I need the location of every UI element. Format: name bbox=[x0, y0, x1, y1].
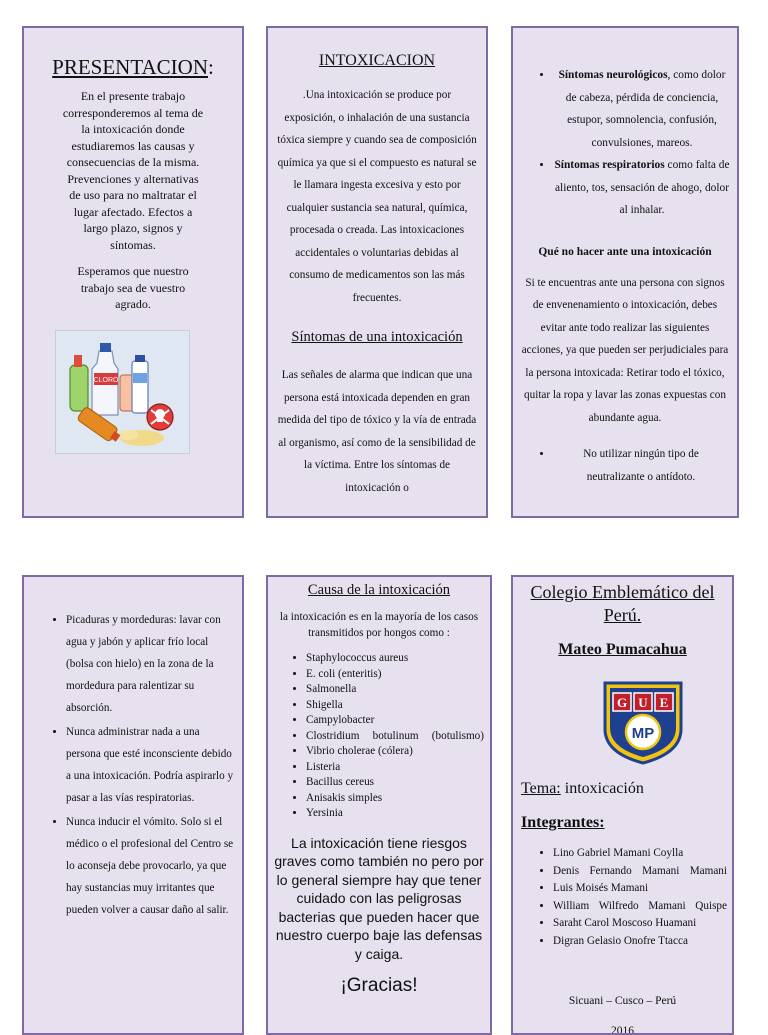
panel-causa bbox=[266, 575, 492, 1035]
list-item: • E. coli (enteritis) bbox=[306, 667, 484, 683]
crest-letter-g: G bbox=[616, 695, 628, 710]
panel-intoxicacion bbox=[266, 26, 488, 518]
sintomas-text: Las señales de alarma que indican que una persona está intoxicada dependen en gran medida del tipo de tóxico y la vía de entrada al organismo, así como de la sensibilidad de la víctima. Entre los síntomas de intoxicación o bbox=[277, 369, 477, 494]
first-aid-list bbox=[24, 609, 242, 921]
list-item: • Listeria bbox=[306, 760, 484, 776]
symptom-neurologicos-text: , como dolor de cabeza, pérdida de conciencia, estupor, somnolencia, confusión, convulsiones, mareos. bbox=[565, 69, 726, 149]
causa-title-word: Causa bbox=[307, 582, 344, 598]
list-item: • Shigella bbox=[306, 698, 484, 714]
chemicals-clipart bbox=[56, 331, 189, 453]
location-text: Sicuani – Cusco – Perú bbox=[568, 995, 677, 1007]
tema-line bbox=[521, 780, 644, 798]
school-title: Colegio Emblemático del Perú. bbox=[530, 582, 715, 625]
presentacion-heading bbox=[24, 55, 242, 80]
pathogen-list bbox=[268, 651, 490, 822]
symptom-respiratorios-title: Síntomas respiratorios bbox=[554, 159, 665, 171]
cloro-label: CLORO bbox=[93, 377, 119, 384]
cleaning-products-illustration bbox=[55, 330, 190, 454]
symptom-list bbox=[513, 64, 737, 222]
symptom-respiratorios bbox=[553, 154, 731, 222]
tema-label: Tema: bbox=[521, 780, 561, 797]
causa-intro: la intoxicación es en la mayoría de los casos transmitidos por hongos como : bbox=[279, 611, 479, 639]
presentacion-wish: Esperamos que nuestro trabajo sea de vuestro agrado. bbox=[77, 264, 189, 311]
list-item: • Yersinia bbox=[306, 806, 484, 822]
que-no-hacer-title: Qué no hacer ante una intoxicación bbox=[538, 245, 712, 258]
list-item: • William Wilfredo Mamani Quispe bbox=[553, 898, 727, 916]
list-item: • Digran Gelasio Onofre Ttacca bbox=[553, 933, 727, 951]
presentacion-title-suffix: : bbox=[208, 55, 214, 79]
list-item: • Clostridium botulinum (botulismo) bbox=[306, 729, 484, 745]
symptom-respiratorios-text: como falta de aliento, tos, sensación de ahogo, dolor al inhalar. bbox=[555, 159, 730, 216]
tema-value: intoxicación bbox=[560, 780, 644, 797]
school-name: Mateo Pumacahua bbox=[558, 641, 687, 658]
list-item: • Bacillus cereus bbox=[306, 775, 484, 791]
list-item: • Nunca inducir el vómito. Solo si el médico o el profesional del Centro se lo aconseja debe provocarlo, ya que hay sustancias muy irritantes que pueden volver a causar daño al salir. bbox=[66, 811, 236, 921]
crest-icon bbox=[599, 677, 687, 765]
members-list bbox=[513, 845, 727, 950]
list-item: • Campylobacter bbox=[306, 713, 484, 729]
list-item: • Luis Moisés Mamani bbox=[553, 880, 727, 898]
panel-portada bbox=[511, 575, 734, 1035]
panel-primeros-auxilios bbox=[22, 575, 244, 1035]
list-item: • Salmonella bbox=[306, 682, 484, 698]
panel-presentacion bbox=[22, 26, 244, 518]
list-item: • Anisakis simples bbox=[306, 791, 484, 807]
symptom-neurologicos-title: Síntomas neurológicos bbox=[558, 69, 668, 81]
integrantes-label: Integrantes: bbox=[521, 814, 605, 831]
list-item: • Vibrio cholerae (cólera) bbox=[306, 744, 484, 760]
list-item: • Lino Gabriel Mamani Coylla bbox=[553, 845, 727, 863]
school-crest-logo bbox=[599, 677, 687, 765]
que-no-hacer-text: Si te encuentras ante una persona con signos de envenenamiento o intoxicación, debes evitar ante todo realizar las siguientes acciones, ya que pueden ser perjudiciales para la persona intoxicada: Retirar todo el tóxico, quitar la ropa y lavar las zonas expuestas con abundante agua. bbox=[521, 276, 729, 424]
list-item: • Denis Fernando Mamani Mamani bbox=[553, 863, 727, 881]
que-no-hacer-list bbox=[513, 443, 737, 488]
sintomas-title: Síntomas de una intoxicación bbox=[291, 329, 463, 345]
gracias-text: ¡Gracias! bbox=[340, 975, 418, 996]
list-item: • No utilizar ningún tipo de neutralizante o antídoto. bbox=[553, 443, 729, 488]
list-item: • Picaduras y mordeduras: lavar con agua y jabón y aplicar frío local (bolsa con hielo) en la zona de la mordedura para ralentizar su absorción. bbox=[66, 609, 236, 719]
crest-letter-e: E bbox=[659, 695, 669, 710]
causa-title-rest: de la intoxicación bbox=[343, 582, 451, 598]
presentacion-title: PRESENTACION bbox=[52, 55, 208, 79]
panel-sintomas-que-no-hacer bbox=[511, 26, 739, 518]
year-text: 2016 bbox=[611, 1025, 634, 1035]
presentacion-intro: En el presente trabajo corresponderemos al tema de la intoxicación donde estudiaremos las causas y consecuencias de la misma. Prevenciones y alternativas de uso para no maltratar el lugar afectado. Efectos a largo plazo, signos y síntomas. bbox=[62, 89, 204, 252]
list-item: • Staphylococcus aureus bbox=[306, 651, 484, 667]
riesgo-text: La intoxicación tiene riesgos graves como también no pero por lo general siempre hay que tener cuidado con las peligrosas bacterias que pueden hacer que nuestro cuerpo baje las defensas y caiga. bbox=[274, 834, 484, 962]
intoxicacion-title: INTOXICACION bbox=[318, 52, 436, 69]
crest-monogram: MP bbox=[631, 725, 655, 742]
symptom-neurologicos bbox=[553, 64, 731, 154]
list-item: • Nunca administrar nada a una persona que esté inconsciente debido a una intoxicación. Podría aspirarlo y pasar a las vías respiratorias. bbox=[66, 721, 236, 809]
crest-letter-u: U bbox=[638, 695, 648, 710]
list-item: • Saraht Carol Moscoso Huamani bbox=[553, 915, 727, 933]
causa-title bbox=[268, 582, 490, 599]
intoxicacion-definition: .Una intoxicación se produce por exposición, o inhalación de una sustancia tóxica siempre y cuando sea de composición química ya que si el compuesto es natural se le llamara ingesta excesiva y esto por cualquier sustancia sea natural, química, procesada o creada. Las intoxicaciones accidentales o voluntarias debidas al consumo de medicamentos son las más frecuentes. bbox=[277, 89, 477, 304]
